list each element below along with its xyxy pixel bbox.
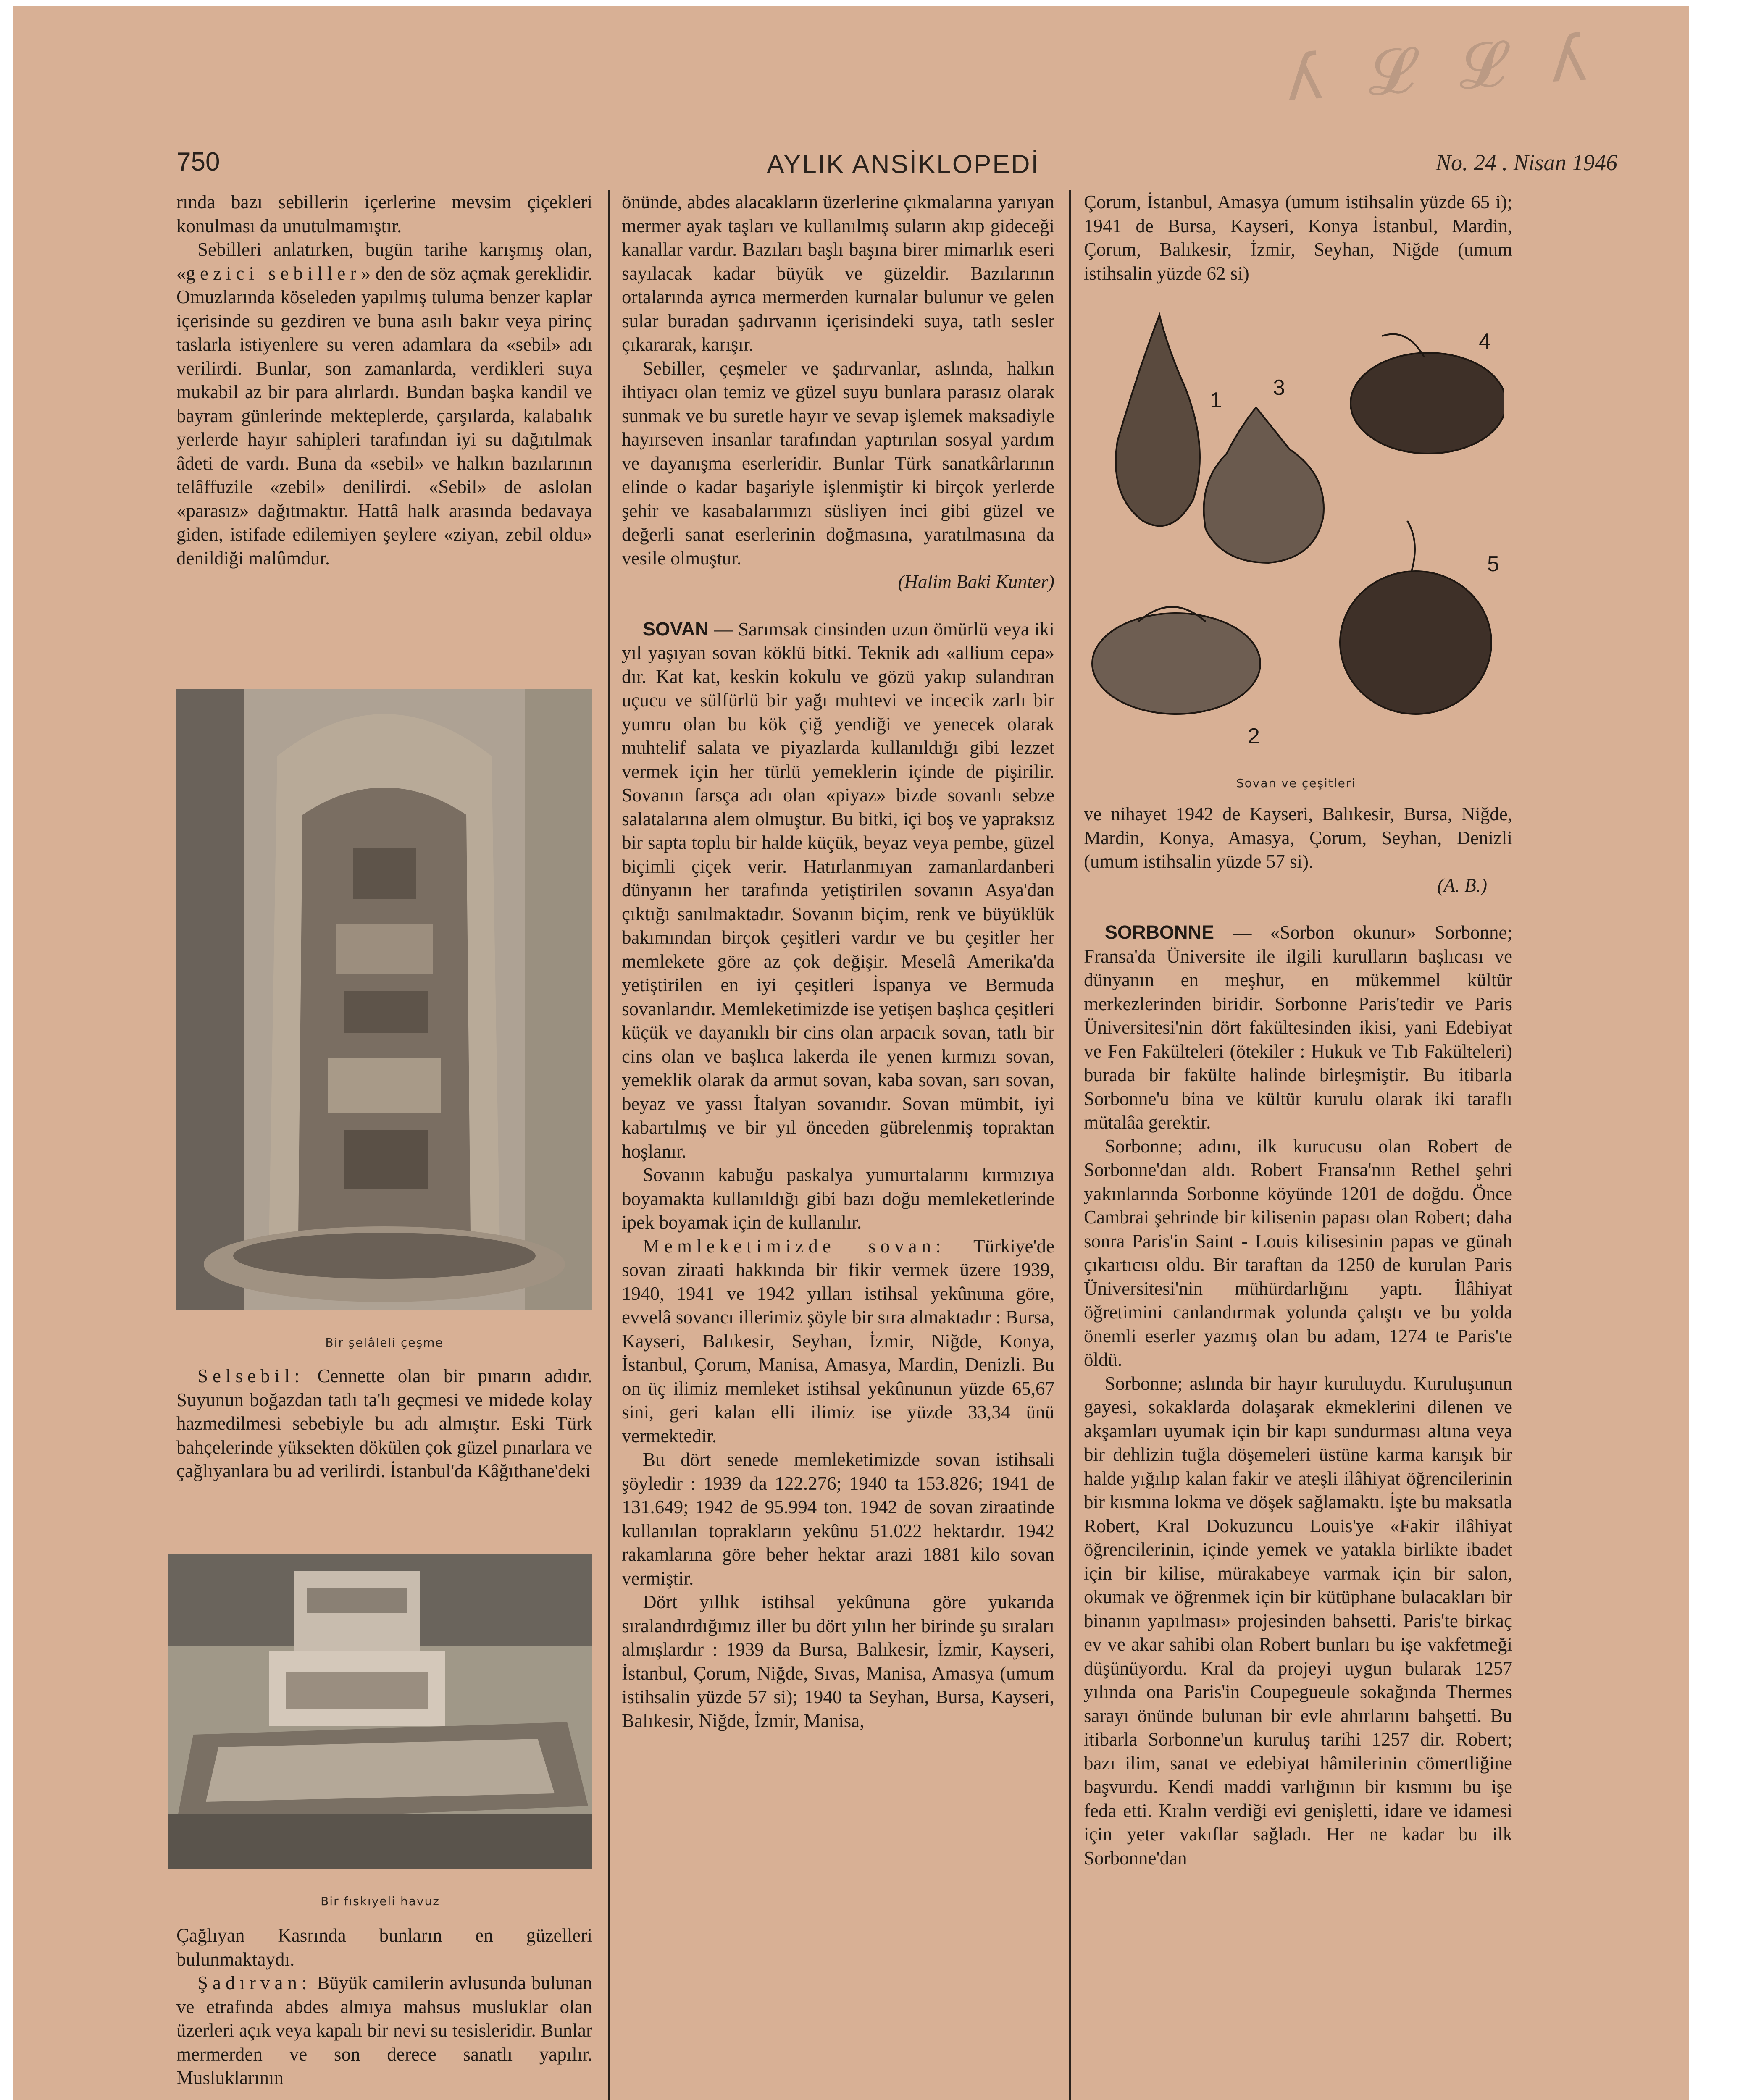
onion-4 — [1351, 353, 1504, 454]
article-sorbonne: SORBONNE — «Sorbon okunur» Sorbonne; Fransa'da Üniversite ile ilgili kurulların başlıcası ve dünyanın en meşhur, en mükemmel kültür merkezlerinden biridir. Sorbonne Paris'tedir ve Paris Üniversitesi'nin dört fakültesinden ikisi, yani Edebiyat ve Fen Fakülteleri (ötekiler : Hukuk ve Tıb Fakülteleri) burada bir fakülte halinde birleşmiştir. Bu itibarla Sorbonne'u bina ve kültür kurulu olarak iki taraflı mütalâa gerektir. — [1084, 921, 1512, 1133]
handwritten-scribble: ʎ 𝓛 𝓛 ʎ — [1283, 21, 1602, 116]
figure-label: 4 — [1479, 329, 1491, 354]
paragraph: Sorbonne; adını, ilk kurucusu olan Robert de Sorbonne'dan aldı. Robert Fransa'nın Rethel şehri yakınlarında Sorbonne köyünde 1201 de doğdu. Önce Cambrai şehrinde bir kilisenin papası olan Robert; daha sonra Paris'in Saint - Louis kilisesinin papas ve günah çıkartıcısı oldu. Bir taraftan da 1250 de kurulan Paris Üniversitesi'nin mühürdarlığını yaptı. İlâhiyat öğretimini canlandırmak yolunda çalıştı ve bu yolda önemli eserler yazmış olan bu adam, 1274 te Paris'te öldü. — [1084, 1135, 1512, 1370]
page-number: 750 — [176, 147, 220, 176]
paragraph: Sebiller, çeşmeler ve şadırvanlar, aslında, halkın ihtiyacı olan temiz ve güzel suyu bunlara parasız olarak sunmak ve bu suretle hayır ve sevap işlemek maksadiyle hayırseven insanlar tarafından yaptırılan sosyal yardım ve dayanışma eserleridir. Bunlar Türk sanatkârlarının elinde o kadar başariyle işlenmiştir ki birçok yerlerde şehir ve kasabalarımızı süsliyen inci gibi güzel ve değerli sanat eserlerinin doğmasına, yaratılmasına da vesile olmuştur. — [622, 357, 1054, 569]
onion-varieties-figure — [1088, 302, 1504, 756]
paragraph: Çağlıyan Kasrında bunların en güzelleri bulunmaktaydı. — [176, 1925, 592, 1970]
column-3-continued — [1084, 802, 1512, 1870]
article-heading: SOVAN — [643, 618, 709, 640]
article-sovan: SOVAN — Sarımsak cinsinden uzun ömürlü veya iki yıl yaşıyan sovan köklü bitki. Teknik adı «allium cepa» dır. Kat kat, keskin kokulu ve gözü yakıp sulandıran uçucu ve sülfürlü bir yağı muhtevi ve incecik zarlı bir yumru olan bu kök çiğ yendiği ve yenecek olarak muhtelif salata ve piyazlarda kullanıldığı gibi lezzet vermek için her türlü yemeklerin içinde de pişirilir. Sovanın farsça adı olan «piyaz» bizde sovanlı sebze salatalarına alem olmuştur. Bu bitki, içi boş ve yapraksız bir sapta toplu bir halde küçük, beyaz veya pembe, güzel biçimli çiçek verir. Hatırlanmıyan zamanlardanberi dünyanın her tarafında yetiştirilen sovanın Asya'dan çıktığı sanılmaktadır. Sovanın biçim, renk ve büyüklük bakımından birçok çeşitleri vardır ve bu çeşitler her memlekete göre az çok değişir. Meselâ Amerika'da yetiştirilen en iyi çeşitleri İspanya ve Bermuda sovanlarıdır. Memleketimizde ise yetişen başlıca çeşitleri küçük ve dayanıklı bir cins olan arpacık sovan, tatlı bir cins olan ve başlıca lakerda ile yenen kırmızı sovan, yemeklik olarak da armut sovan, kaba sovan, sarı sovan, beyaz ve yassı İtalyan sovanıdır. Sovan mümbit, iyi kabartılmış ve bir yıl önceden gübrelenmiş topraktan hoşlanır. — [622, 618, 1054, 1162]
column-1-bottom — [176, 1924, 592, 2090]
author-signature: (Halim Baki Kunter) — [898, 571, 1054, 592]
onion-1 — [1116, 315, 1200, 526]
paragraph: rında bazı sebillerin içerlerine mevsim çiçekleri konulması da unutulmamıştır. — [176, 192, 592, 236]
paragraph: Şadırvan: Büyük camilerin avlusunda bulunan ve etrafında abdes almıya mahsus musluklar olan üzerleri açık veya kapalı bir nevi su tesisleridir. Bunlar mermerden ve son derece sanatlı yapılır. Musluklarının — [176, 1972, 592, 2088]
paragraph: Çorum, İstanbul, Amasya (umum istihsalin yüzde 65 i); 1941 de Bursa, Kayseri, Konya İstanbul, Mardin, Çorum, Balıkesir, İzmir, Seyhan, Niğde (umum istihsalin yüzde 62 si) — [1084, 192, 1512, 284]
paragraph: Sorbonne; aslında bir hayır kuruluydu. Kuruluşunun gayesi, sokaklarda dolaşarak ekmeklerini dilenen ve akşamları uyumak için bir kapı sundurması altına veya bir dehlizin tuğla döşemeleri üstüne karma karışık bir halde yığılıp kalan fakir ve ateşli ilâhiyat öğrencilerinin bir kısmına lokma ve döşek sağlamaktı. İşte bu maksatla Robert, Kral Dokuzuncu Louis'ye «Fakir ilâhiyat öğrencilerinin, içinde yemek ve yatakla birlikte ibadet için bir kilise, mürakabeye varmak için bir salon, okumak ve öğrenmek için bir kütüphane bulacakları bir binanın yapılması» projesinden bahsetti. Paris'te birkaç ev ve akar sahibi olan Robert bunları bu işe vakfetmeği düşünüyordu. Kral da projeyi uygun bularak 1257 yılında ona Paris'in Coupegueule sokağında Thermes sarayı önünde bulunan bir evle ahırlarını bahşetti. Bu itibarla Sorbonne'un kuruluş tarihi 1257 dir. Robert; bazı ilim, sanat ve edebiyat hâmilerinin cömertliğine başvurdu. Kendi maddi varlığının bir kısmını bu işe feda etti. Kralın verdiği evi genişletti, idare ve idamesi için yeter vakıflar sağladı. Her ne kadar bu ilk Sorbonne'dan — [1084, 1373, 1512, 1869]
issue-label: No. 24 . Nisan 1946 — [1435, 150, 1617, 175]
figure-label: 5 — [1487, 552, 1499, 576]
onion-2 — [1092, 613, 1260, 714]
photo-caption: Bir fıskıyeli havuz — [321, 1894, 440, 1908]
figure-label: 3 — [1273, 375, 1285, 400]
photo-fountain-pool — [168, 1554, 592, 1869]
figure-label: 1 — [1210, 388, 1222, 412]
photo-caption: Bir şelâleli çeşme — [325, 1336, 444, 1349]
article-heading: SORBONNE — [1105, 921, 1214, 943]
photo-cascade-fountain — [176, 689, 592, 1310]
column-2 — [622, 190, 1054, 1732]
paragraph: Dört yıllık istihsal yekûnuna göre yukarıda sıralandırdığımız iller bu dört yılın her birinde şu sıraları almışlardır : 1939 da Bursa, Balıkesir, İzmir, Kayseri, İstanbul, Çorum, Niğde, Sıvas, Manisa, Amasya (umum istihsalin yüzde 57 si); 1940 ta Seyhan, Bursa, Kayseri, Balıkesir, Niğde, İzmir, Manisa, — [622, 1591, 1054, 1731]
paragraph: Selsebil: Cennette olan bir pınarın adıdır. Suyunun boğazdan tatlı ta'lı geçmesi ve midede kolay hazmedilmesi sebebiyle bu adı almıştır. Eski Türk bahçelerinde yüksekten dökülen çok güzel pınarlara ve çağlıyanlara bu ad verilirdi. İstanbul'da Kâğıthane'deki — [176, 1365, 592, 1481]
paragraph: önünde, abdes alacakların üzerlerine çıkmalarına yarıyan mermer ayak taşları ve kullanılmış suların akıp gideceği kanallar vardır. Bazıları başlı başına birer mimarlık eseri sayılacak kadar büyük ve güzeldir. Bazılarının ortalarında ayrıca mermerden kurnalar bulunur ve gelen sular buradan şadırvanın içerisindeki suya, tatlı sesler çıkararak, karışır. — [622, 192, 1054, 355]
column-1 — [176, 190, 592, 570]
figure-caption: Sovan ve çeşitleri — [1236, 776, 1356, 790]
column-divider-left — [608, 190, 610, 2100]
column-divider-right — [1069, 190, 1071, 2100]
journal-title: AYLIK ANSİKLOPEDİ — [767, 150, 1040, 179]
onion-5 — [1340, 571, 1491, 714]
paragraph: Memleketimizde sovan: Türkiye'de sovan ziraati hakkında bir fikir vermek üzere 1939, 1940, 1941 ve 1942 yılları istihsal yekûnuna göre, evvelâ sovancı illerimiz şöyle bir sıra almaktadır : Bursa, Kayseri, Balıkesir, Seyhan, İzmir, Niğde, Konya, İstanbul, Çorum, Manisa, Amasya, Mardin, Denizli. Bu on üç ilimiz memleket istihsal yekûnunun yüzde 65,67 sini, geri kalan elli ilimiz ise yüzde 33,34 ünü vermektedir. — [622, 1235, 1054, 1446]
paragraph: Sovanın kabuğu paskalya yumurtalarını kırmızıya boyamakta kullanıldığı gibi bazı doğu memleketlerinde ipek boyamak için de kullanılır. — [622, 1164, 1054, 1233]
paragraph: Sebilleri anlatırken, bugün tarihe karışmış olan, «gezici sebiller» den de söz açmak gereklidir. Omuzlarında köseleden yapılmış tuluma benzer kaplar içerisinde su gezdiren ve buna asılı bakır veya pirinç taslarla istiyenlere su veren adamlara da «sebil» adı verilirdi. Bunlar, son zamanlarda, verdikleri suya mukabil az bir para alırlardı. Bundan başka kandil ve bayram günlerinde mekteplerde, çarşılarda, kalabalık yerlerde hayır sahipleri tarafından iyi su dağıtılmak âdeti de vardı. Buna da «sebil» ve halkın bazılarının telâffuzile «zebil» denilirdi. «Sebil» de aslolan «parasız» dağıtmaktır. Hattâ halk arasında bedavaya giden, istifade edilemiyen şeylere «ziyan, zebil oldu» denildiği malûmdur. — [176, 239, 592, 569]
column-3 — [1084, 190, 1512, 285]
column-1-continued — [176, 1364, 592, 1483]
figure-label: 2 — [1248, 724, 1260, 748]
author-signature: (A. B.) — [1437, 874, 1487, 896]
onion-3 — [1204, 407, 1324, 563]
paragraph: ve nihayet 1942 de Kayseri, Balıkesir, Bursa, Niğde, Mardin, Konya, Amasya, Çorum, Seyhan, Denizli (umum istihsalin yüzde 57 si). — [1084, 803, 1512, 872]
paragraph: Bu dört senede memleketimizde sovan istihsali şöyledir : 1939 da 122.276; 1940 ta 153.826; 1941 de 131.649; 1942 de 95.994 ton. 1942 de sovan ziraatinde kullanılan toprakların yekûnu 51.022 hektardır. 1942 rakamlarına göre beher hektar arazi 1881 kilo sovan vermiştir. — [622, 1449, 1054, 1589]
